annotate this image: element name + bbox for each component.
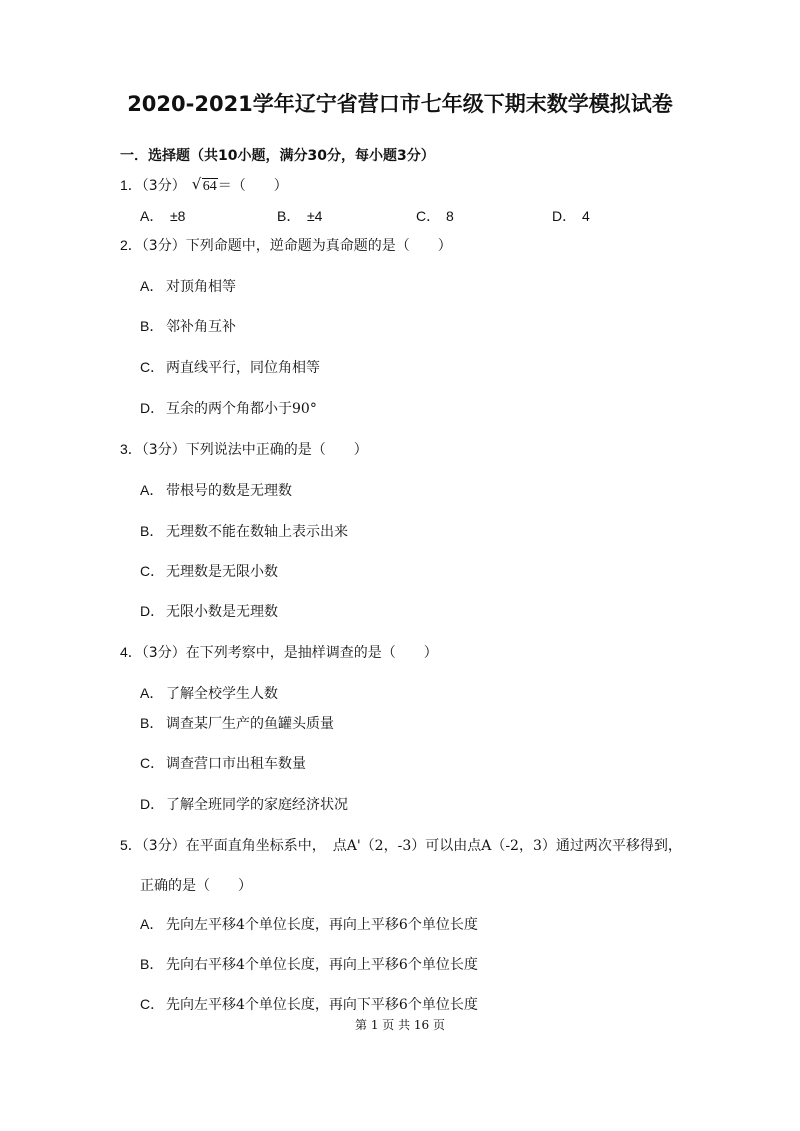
question-points: （3分）	[141, 238, 186, 254]
option-text: 无理数是无限小数	[166, 564, 278, 580]
option-text: ±8	[170, 208, 186, 224]
option-text: 邻补角互补	[166, 319, 236, 335]
option-text: 8	[446, 208, 454, 224]
option-b[interactable]: B． 无理数不能在数轴上表示出来	[140, 523, 348, 540]
option-b[interactable]: B． 邻补角互补	[140, 318, 236, 335]
question-points: （3分）	[141, 645, 186, 661]
option-a[interactable]: A． 带根号的数是无理数	[140, 482, 292, 499]
question-stem: 下列说法中正确的是（ ）	[185, 442, 368, 458]
option-c[interactable]: C． 无理数是无限小数	[140, 563, 278, 580]
option-text: 对顶角相等	[166, 279, 236, 295]
question-number: 1．	[120, 177, 142, 193]
option-a[interactable]: A． 先向左平移4个单位长度，再向上平移6个单位长度	[140, 916, 478, 933]
option-text: 4	[582, 208, 590, 224]
option-a[interactable]: A． 对顶角相等	[140, 278, 236, 295]
option-d[interactable]: D． 4	[552, 208, 590, 224]
question-number: 2．	[120, 237, 142, 253]
question-4	[120, 642, 438, 662]
option-text: 了解全校学生人数	[166, 686, 278, 702]
option-d[interactable]: D． 互余的两个角都小于90°	[140, 400, 317, 417]
question-number: 5．	[120, 837, 142, 853]
question-points: （3分）	[141, 178, 186, 194]
question-stem: 在平面直角坐标系中， 点A'（2，-3）可以由点A（-2，3）通过两次平移得到，	[185, 838, 682, 854]
option-text: 先向左平移4个单位长度，再向上平移6个单位长度	[166, 917, 478, 933]
page-footer: 第 1 页 共 16 页	[355, 1018, 445, 1032]
option-text: 互余的两个角都小于90°	[166, 401, 317, 417]
option-text: 先向右平移4个单位长度，再向上平移6个单位长度	[166, 957, 478, 973]
question-1	[120, 175, 288, 195]
option-text: ±4	[307, 208, 323, 224]
option-a[interactable]: A． 了解全校学生人数	[140, 685, 278, 702]
question-3	[120, 439, 368, 459]
option-b[interactable]: B． 先向右平移4个单位长度，再向上平移6个单位长度	[140, 956, 478, 973]
page-title: 2020-2021学年辽宁省营口市七年级下期末数学模拟试卷	[127, 92, 673, 116]
option-text: 先向左平移4个单位长度，再向下平移6个单位长度	[166, 997, 478, 1013]
option-b[interactable]: B． 调查某厂生产的鱼罐头质量	[140, 715, 334, 732]
option-text: 两直线平行，同位角相等	[166, 360, 320, 376]
option-text: 了解全班同学的家庭经济状况	[166, 797, 348, 813]
sqrt-expression	[191, 175, 218, 195]
question-points: （3分）	[141, 442, 186, 458]
option-d[interactable]: D． 了解全班同学的家庭经济状况	[140, 796, 348, 813]
option-c[interactable]: C． 8	[416, 208, 454, 224]
option-text: 无理数不能在数轴上表示出来	[166, 524, 348, 540]
option-text: 带根号的数是无理数	[166, 483, 292, 499]
question-number: 4．	[120, 644, 142, 660]
question-stem: 在下列考察中，是抽样调查的是（ ）	[185, 645, 438, 661]
question-stem: 下列命题中，逆命题为真命题的是（ ）	[185, 238, 452, 254]
option-b[interactable]: B． ±4	[277, 208, 323, 224]
option-c[interactable]: C． 调查营口市出租车数量	[140, 755, 306, 772]
question-stem: ＝（ ）	[217, 178, 288, 194]
question-number: 3．	[120, 441, 142, 457]
radical-sign-icon: √	[191, 175, 202, 193]
question-5	[120, 835, 682, 855]
section-heading: 一．选择题（共10小题，满分30分，每小题3分）	[120, 148, 435, 164]
option-a[interactable]: A． ±8	[140, 208, 186, 224]
option-c[interactable]: C． 先向左平移4个单位长度，再向下平移6个单位长度	[140, 996, 478, 1013]
option-d[interactable]: D． 无限小数是无理数	[140, 603, 278, 620]
option-c[interactable]: C． 两直线平行，同位角相等	[140, 359, 320, 376]
option-text: 调查营口市出租车数量	[166, 756, 306, 772]
radicand: 64	[202, 179, 217, 194]
option-text: 无限小数是无理数	[166, 604, 278, 620]
question-2	[120, 235, 452, 255]
option-text: 调查某厂生产的鱼罐头质量	[166, 716, 334, 732]
question-stem-continued: 正确的是（ ）	[140, 878, 252, 894]
question-points: （3分）	[141, 838, 186, 854]
